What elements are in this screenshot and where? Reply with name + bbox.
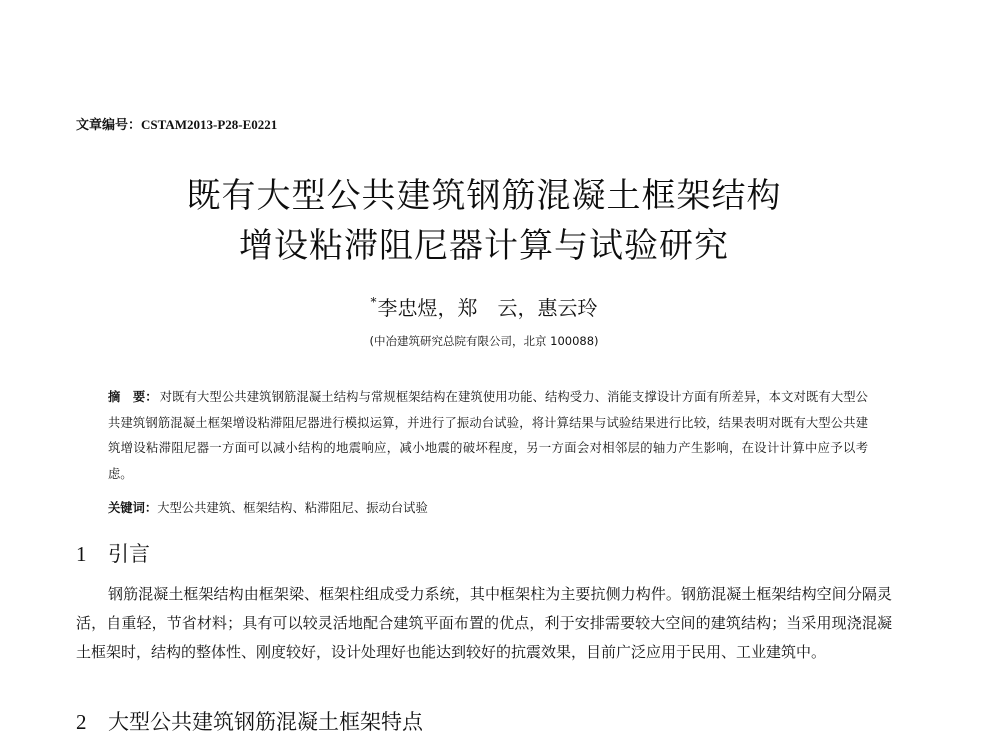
abstract (108, 385, 868, 487)
section-title: 大型公共建筑钢筋混凝土框架特点 (108, 710, 423, 734)
section-heading-introduction (76, 538, 150, 568)
abstract-label: 摘 要： (108, 390, 158, 404)
article-number-label: 文章编号： (76, 117, 142, 132)
corresponding-author-mark: * (370, 295, 377, 309)
section-number: 1 (76, 542, 87, 566)
section-heading-framework-features (76, 706, 423, 736)
section-number: 2 (76, 710, 87, 734)
keywords-label: 关键词： (108, 501, 158, 515)
introduction-paragraph: 钢筋混凝土框架结构由框架梁、框架柱组成受力系统，其中框架柱为主要抗侧力构件。钢筋混凝土框架结构空间分隔灵活，自重轻，节省材料；具有可以较灵活地配合建筑平面布置的优点，利于安排需要较大空间的建筑结构；当采用现浇混凝土框架时，结构的整体性、刚度较好，设计处理好也能达到较好的抗震效果，目前广泛应用于民用、工业建筑中。 (76, 585, 892, 661)
paper-title-line-1: 既有大型公共建筑钢筋混凝土框架结构 (186, 176, 782, 216)
affiliation: (中冶建筑研究总院有限公司，北京 100088) (369, 334, 599, 348)
paper-title-line-2: 增设粘滞阻尼器计算与试验研究 (239, 226, 729, 266)
keywords (108, 498, 428, 516)
article-number-value: CSTAM2013-P28-E0221 (141, 117, 278, 132)
author-list (0, 292, 968, 321)
keywords-text: 大型公共建筑、框架结构、粘滞阻尼、振动台试验 (157, 501, 428, 515)
author-names: 李忠煜，郑 云，惠云玲 (377, 296, 598, 320)
article-number (76, 114, 277, 133)
section-title: 引言 (108, 542, 150, 566)
abstract-text: 对既有大型公共建筑钢筋混凝土结构与常规框架结构在建筑使用功能、结构受力、消能支撑设计方面有所差异，本文对既有大型公共建筑钢筋混凝土框架增设粘滞阻尼器进行模拟运算，并进行了振动台试验，将计算结果与试验结果进行比较，结果表明对既有大型公共建筑增设粘滞阻尼器一方面可以减小结构的地震响应，减小地震的破坏程度，另一方面会对相邻层的轴力产生影响，在设计计算中应予以考虑。 (108, 390, 868, 481)
